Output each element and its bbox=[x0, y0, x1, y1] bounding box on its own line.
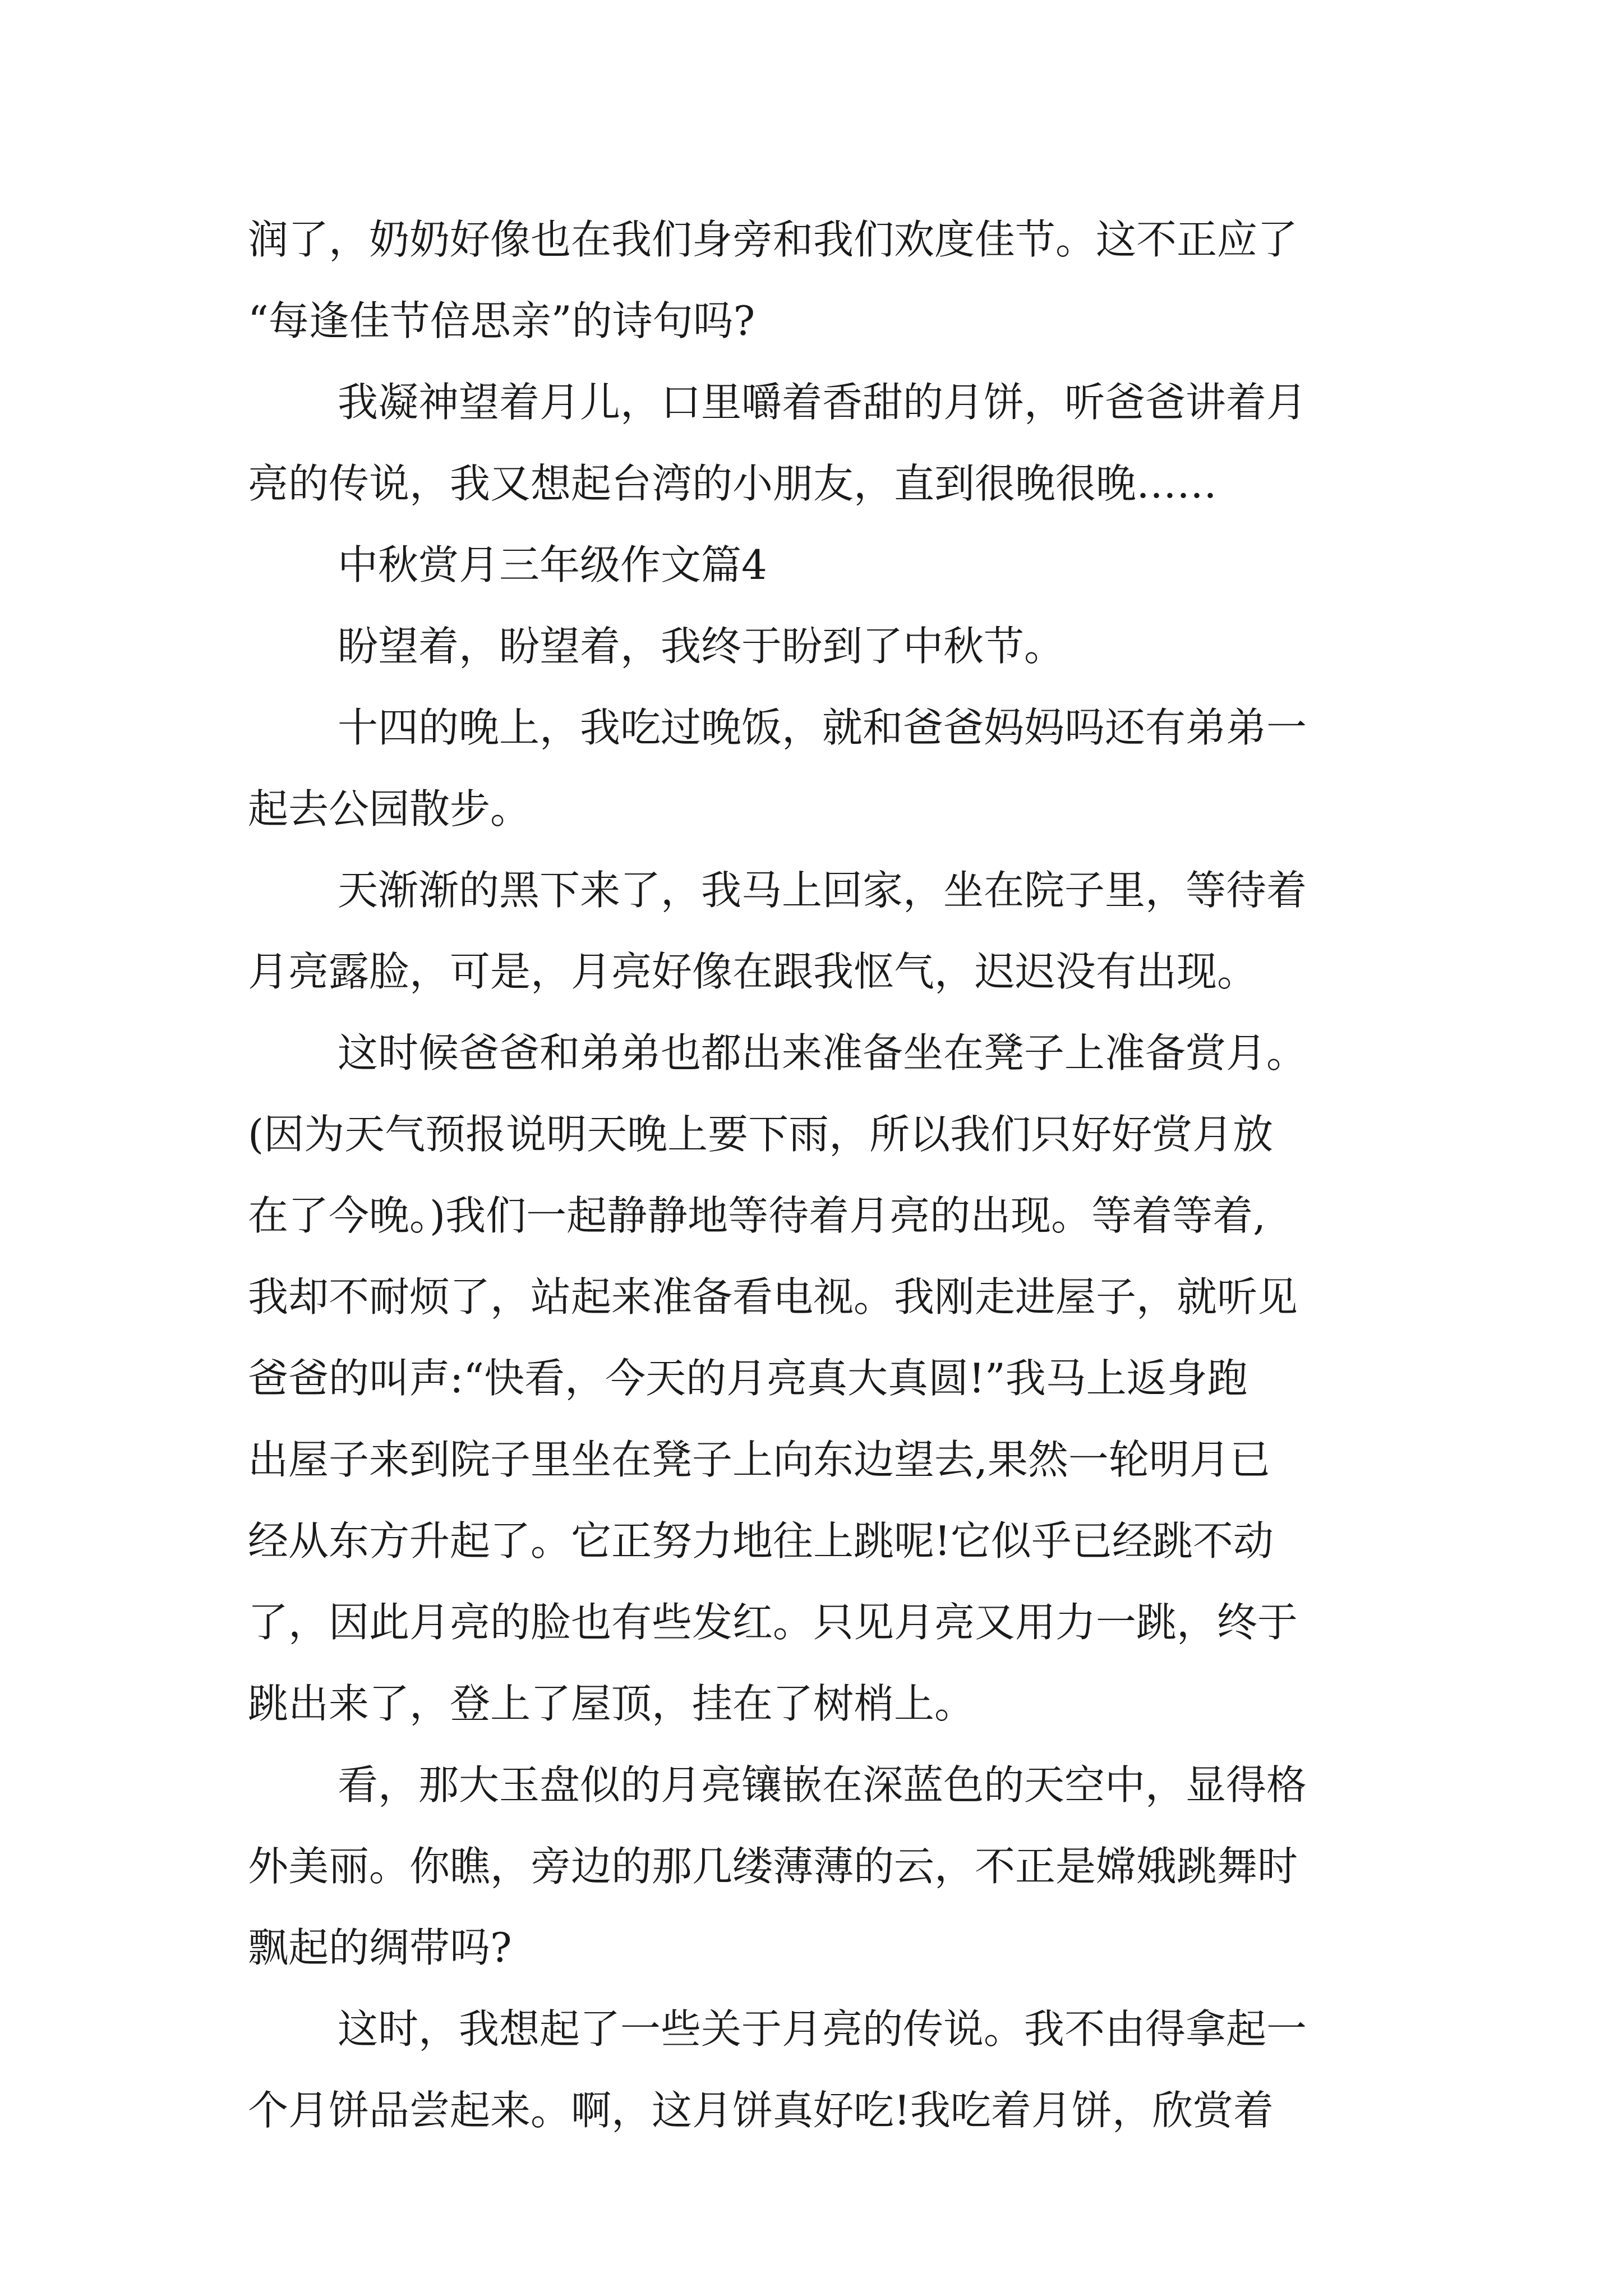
text-line: 看，那大玉盘似的月亮镶嵌在深蓝色的天空中，显得格 bbox=[338, 1761, 1307, 1809]
paragraph bbox=[248, 1745, 1386, 1989]
text-line: 盼望着，盼望着，我终于盼到了中秋节。 bbox=[338, 623, 1065, 670]
text-line: 爸爸的叫声:“快看，今天的月亮真大真圆!”我马上返身跑 bbox=[248, 1355, 1248, 1402]
paragraph bbox=[248, 1013, 1386, 1745]
paragraph bbox=[248, 687, 1386, 850]
text-line: 在了今晚。)我们一起静静地等待着月亮的出现。等着等着, bbox=[248, 1192, 1266, 1239]
text-line: 中秋赏月三年级作文篇4 bbox=[338, 541, 767, 588]
text-line: 跳出来了，登上了屋顶，挂在了树梢上。 bbox=[248, 1680, 975, 1727]
text-line: 个月饼品尝起来。啊，这月饼真好吃!我吃着月饼，欣赏着 bbox=[248, 2087, 1274, 2134]
text-line: 经从东方升起了。它正努力地往上跳呢!它似乎已经跳不动 bbox=[248, 1517, 1274, 1565]
paragraph bbox=[248, 606, 1386, 687]
text-line: 出屋子来到院子里坐在凳子上向东边望去,果然一轮明月已 bbox=[248, 1436, 1270, 1483]
text-line: 月亮露脸，可是，月亮好像在跟我怄气，迟迟没有出现。 bbox=[248, 948, 1258, 995]
text-line: 十四的晚上，我吃过晚饭，就和爸爸妈妈吗还有弟弟一 bbox=[338, 704, 1307, 751]
text-line: 天渐渐的黑下来了，我马上回家，坐在院子里，等待着 bbox=[338, 867, 1307, 914]
text-line: “每逢佳节倍思亲”的诗句吗? bbox=[248, 297, 755, 344]
text-line: 飘起的绸带吗? bbox=[248, 1924, 512, 1971]
text-line: 我凝神望着月儿，口里嚼着香甜的月饼，听爸爸讲着月 bbox=[338, 379, 1307, 426]
text-line: 这时候爸爸和弟弟也都出来准备坐在凳子上准备赏月。 bbox=[338, 1029, 1307, 1076]
text-line: 我却不耐烦了，站起来准备看电视。我刚走进屋子，就听见 bbox=[248, 1273, 1298, 1320]
text-line: 外美丽。你瞧，旁边的那几缕薄薄的云，不正是嫦娥跳舞时 bbox=[248, 1843, 1298, 1890]
text-line: 亮的传说，我又想起台湾的小朋友，直到很晚很晚…… bbox=[248, 460, 1218, 507]
paragraph bbox=[248, 362, 1386, 524]
paragraph bbox=[248, 199, 1386, 362]
document-body bbox=[248, 199, 1386, 2151]
paragraph bbox=[248, 850, 1386, 1013]
text-line: 了，因此月亮的脸也有些发红。只见月亮又用力一跳，终于 bbox=[248, 1599, 1298, 1646]
text-line: 起去公园散步。 bbox=[248, 785, 531, 832]
text-line: (因为天气预报说明天晚上要下雨，所以我们只好好赏月放 bbox=[248, 1111, 1274, 1158]
paragraph bbox=[248, 1989, 1386, 2151]
text-line: 润了，奶奶好像也在我们身旁和我们欢度佳节。这不正应了 bbox=[248, 216, 1298, 263]
text-line: 这时，我想起了一些关于月亮的传说。我不由得拿起一 bbox=[338, 2005, 1307, 2053]
section-heading bbox=[248, 524, 1386, 606]
